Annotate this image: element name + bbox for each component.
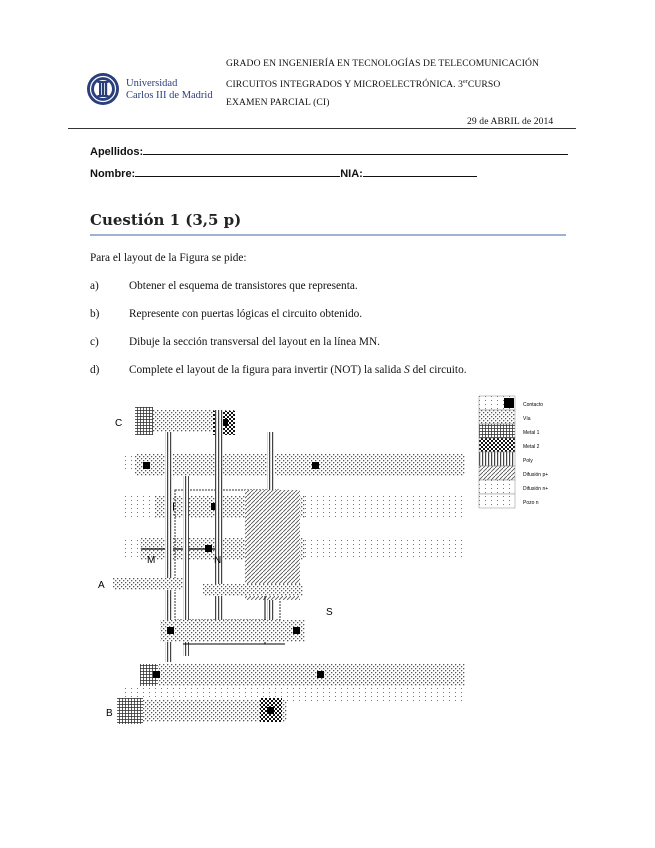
vdd-rail: [135, 454, 465, 476]
logo-line-1: Universidad: [126, 78, 178, 89]
question-intro: Para el layout de la Figura se pide:: [90, 252, 247, 264]
legend-item-1: Contacto: [523, 402, 544, 408]
university-seal-icon: [86, 72, 120, 106]
label-s: S: [326, 607, 333, 618]
legend-item-7: Difusión n+: [523, 486, 549, 492]
legend-item-5: Poly: [523, 458, 533, 464]
nia-line[interactable]: [363, 167, 477, 177]
layout-figure: [95, 392, 565, 732]
ndiff-lower: [160, 620, 305, 642]
label-a: A: [98, 580, 105, 591]
label-c: C: [115, 418, 123, 429]
logo-line-2: Carlos III de Madrid: [126, 90, 213, 101]
item-b-letter: b): [90, 308, 100, 320]
nia-label: NIA:: [340, 168, 363, 180]
surname-label: Apellidos:: [90, 146, 144, 158]
legend-item-8: Pozo n: [523, 500, 539, 506]
vdd-contact-1: [143, 462, 150, 469]
item-d-letter: d): [90, 364, 100, 376]
item-c-letter: c): [90, 336, 99, 348]
item-a-letter: a): [90, 280, 99, 292]
item-c-text: Dibuje la sección transversal del layout en la línea MN.: [129, 336, 380, 348]
question-title-rule: [90, 234, 566, 236]
c-pad: [135, 407, 153, 435]
exam-date: 29 de ABRIL de 2014: [467, 116, 554, 127]
exam-title: EXAMEN PARCIAL (CI): [226, 97, 330, 108]
label-n: N: [214, 555, 222, 566]
name-line[interactable]: [135, 167, 340, 177]
legend-item-6: Difusión p+: [523, 472, 549, 478]
question-title: Cuestión 1 (3,5 p): [90, 211, 242, 229]
university-logo: [86, 72, 120, 106]
label-b: B: [106, 708, 113, 719]
legend-item-3: Metal 1: [523, 430, 540, 436]
header-divider: [68, 128, 576, 129]
surname-field[interactable]: [90, 145, 568, 158]
name-label: Nombre:: [90, 168, 136, 180]
item-a-text: Obtener el esquema de transistores que representa.: [129, 280, 358, 292]
layer-legend: [479, 396, 548, 508]
vdd-contact-2: [312, 462, 319, 469]
item-d-text: Complete el layout de la figura para invertir (NOT) la salida S del circuito.: [129, 364, 467, 376]
legend-item-2: Vía: [523, 416, 531, 422]
poly-a-input: [113, 578, 183, 590]
label-m: M: [147, 555, 156, 566]
course-title: CIRCUITOS INTEGRADOS Y MICROELECTRÓNICA. 3erCURSO: [226, 79, 501, 91]
name-field[interactable]: [90, 167, 477, 180]
gnd-rail: [140, 664, 465, 686]
surname-line[interactable]: [143, 145, 568, 155]
output-s-track: [203, 584, 303, 596]
item-b-text: Represente con puertas lógicas el circuito obtenido.: [129, 308, 363, 320]
degree-title: GRADO EN INGENIERÍA EN TECNOLOGÍAS DE TELECOMUNICACIÓN: [226, 58, 540, 69]
legend-item-4: Metal 2: [523, 444, 540, 450]
b-pad: [117, 698, 143, 724]
